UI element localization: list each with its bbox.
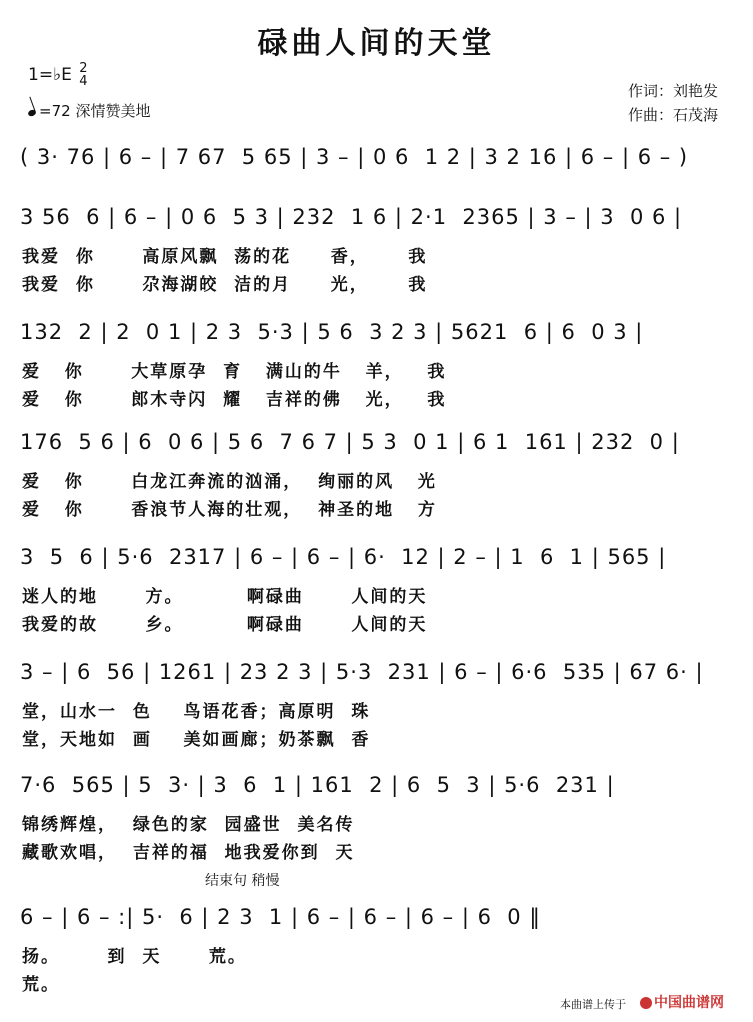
lyricist-credit: 作词：刘艳发 [628, 82, 719, 100]
lyric-verse-1: 迷人的地 方。 啊碌曲 人间的天 [22, 587, 428, 607]
time-top: 2 [79, 61, 88, 76]
lyric-verse-1: 堂，山水一 色 鸟语花香；高原明 珠 [22, 702, 371, 722]
brand-name: 中国曲谱网 [654, 995, 724, 1011]
upload-note: 本曲谱上传于 [560, 998, 626, 1011]
lyric-verse-2: 堂，天地如 画 美如画廊；奶茶飘 香 [22, 730, 371, 750]
key-signature [28, 62, 88, 88]
ending-note: 结束句 稍慢 [205, 873, 280, 889]
site-logo-icon [640, 997, 652, 1009]
tempo-mood: 深情赞美地 [75, 102, 151, 120]
lyric-verse-1: 扬。 到 天 荒。 [22, 947, 247, 967]
lyric-verse-2: 荒。 [22, 975, 60, 995]
quarter-note-icon [27, 109, 37, 117]
notation: 132 2 | 2 0 1 | 2 3 5·3 | 5 6 3 2 3 | 5621 6 | 6 0 3 | [20, 320, 644, 344]
score-line-5 [0, 540, 753, 636]
notation: 7·6 565 | 5 3· | 3 6 1 | 161 2 | 6 5 3 | 5·6 231 | [20, 773, 615, 797]
lyric-verse-2: 爱 你 郎木寺闪 耀 吉祥的佛 光， 我 [22, 390, 447, 410]
lyric-verse-1: 锦绣辉煌， 绿色的家 园盛世 美名传 [22, 815, 355, 835]
time-bottom: 4 [79, 74, 88, 89]
lyric-verse-2: 我爱 你 尕海湖皎 洁的月 光， 我 [22, 275, 428, 295]
lyric-verse-1: 我爱 你 高原风飘 荡的花 香， 我 [22, 247, 428, 267]
page-title: 碌曲人间的天堂 [257, 26, 496, 61]
notation: ( 3· 76 | 6 – | 7 67 5 65 | 3 – | 0 6 1 2 | 3 2 16 | 6 – | 6 – ) [20, 145, 689, 169]
score-line-2 [0, 200, 753, 296]
flat-sign: ♭ [53, 65, 62, 85]
score-line-4 [0, 425, 753, 521]
notation: 6 – | 6 – :| 5· 6 | 2 3 1 | 6 – | 6 – | 6 – | 6 0 ‖ [20, 905, 541, 929]
tempo-value: =72 [39, 102, 71, 120]
lyric-verse-2: 爱 你 香浪节人海的壮观， 神圣的地 方 [22, 500, 437, 520]
tempo-marking [28, 100, 150, 121]
notation: 3 56 6 | 6 – | 0 6 5 3 | 232 1 6 | 2·1 2365 | 3 – | 3 0 6 | [20, 205, 683, 229]
composer-credit: 作曲：石茂海 [628, 106, 719, 124]
lyric-verse-2: 我爱的故 乡。 啊碌曲 人间的天 [22, 615, 428, 635]
key-prefix: 1= [28, 65, 54, 85]
lyric-verse-1: 爱 你 白龙江奔流的汹涌， 绚丽的风 光 [22, 472, 437, 492]
notation: 3 – | 6 56 | 1261 | 23 2 3 | 5·3 231 | 6 – | 6·6 535 | 67 6· | [20, 660, 704, 684]
notation: 176 5 6 | 6 0 6 | 5 6 7 6 7 | 5 3 0 1 | 6 1 161 | 232 0 | [20, 430, 680, 454]
score-line-3 [0, 315, 753, 411]
lyric-verse-1: 爱 你 大草原孕 育 满山的牛 羊， 我 [22, 362, 447, 382]
key-tonic: E [61, 65, 72, 85]
score-line-6 [0, 655, 753, 751]
score-line-8 [0, 900, 753, 996]
time-signature [79, 62, 87, 88]
score-line-7 [0, 768, 753, 864]
site-brand [640, 992, 724, 1012]
lyric-verse-2: 藏歌欢唱， 吉祥的福 地我爱你到 天 [22, 843, 355, 863]
notation: 3 5 6 | 5·6 2317 | 6 – | 6 – | 6· 12 | 2 – | 1 6 1 | 565 | [20, 545, 667, 569]
